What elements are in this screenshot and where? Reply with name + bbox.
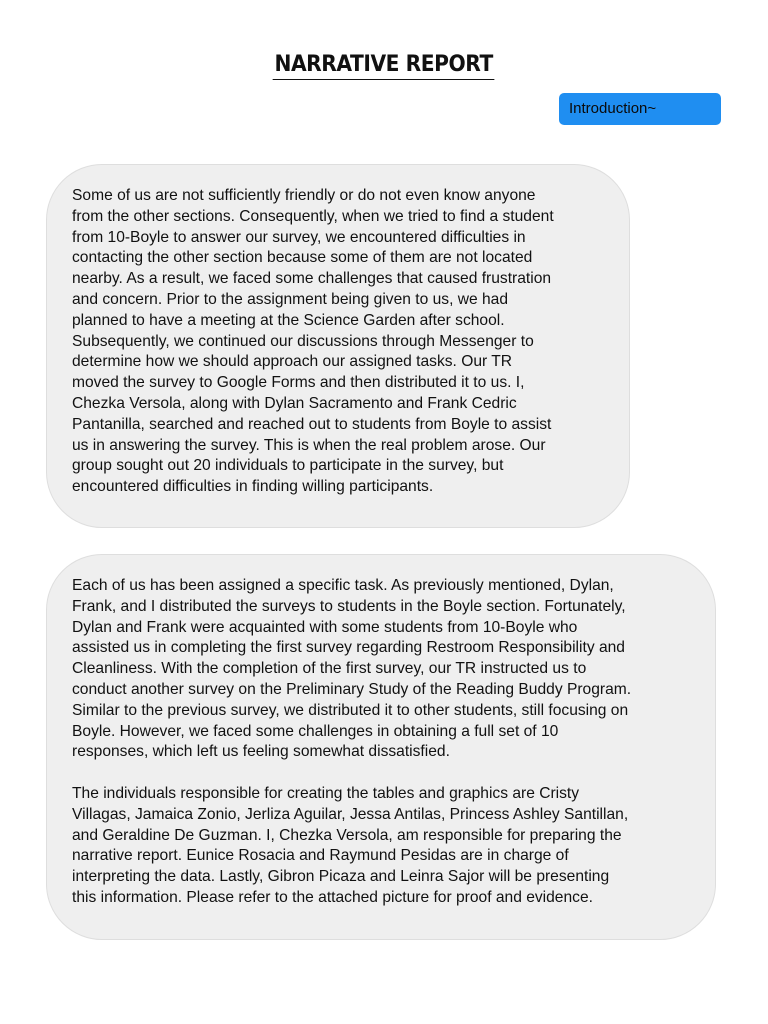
paragraph-line: interpreting the data. Lastly, Gibron Picaza and Leinra Sajor will be presenting xyxy=(72,868,610,886)
paragraph-line: Similar to the previous survey, we distributed it to other students, still focusing on xyxy=(72,701,629,719)
paragraph-line: this information. Please refer to the attached picture for proof and evidence. xyxy=(72,888,593,906)
section-tag-introduction: Introduction~ xyxy=(559,93,721,125)
paragraph-line: and concern. Prior to the assignment being given to us, we had xyxy=(72,290,509,308)
paragraph-line: contacting the other section because some of them are not located xyxy=(72,249,533,267)
page-title xyxy=(0,52,768,80)
paragraph-line: The individuals responsible for creating the tables and graphics are Cristy xyxy=(72,784,580,802)
paragraph-line: group sought out 20 individuals to participate in the survey, but xyxy=(72,457,504,475)
paragraph-line: moved the survey to Google Forms and then distributed it to us. I, xyxy=(72,374,525,392)
paragraph-line: responses, which left us feeling somewhat dissatisfied. xyxy=(72,743,450,761)
paragraph-line: from the other sections. Consequently, when we tried to find a student xyxy=(72,207,554,225)
paragraph-line: Each of us has been assigned a specific task. As previously mentioned, Dylan, xyxy=(72,577,614,594)
paragraph-line: Villagas, Jamaica Zonio, Jerliza Aguilar, Jessa Antilas, Princess Ashley Santillan, xyxy=(72,805,629,823)
paragraph-line: encountered difficulties in finding willing participants. xyxy=(72,478,434,496)
paragraph-line: Cleanliness. With the completion of the first survey, our TR instructed us to xyxy=(72,660,587,678)
paragraph-line: Chezka Versola, along with Dylan Sacramento and Frank Cedric xyxy=(72,394,517,412)
text-bubble-challenges xyxy=(46,164,630,528)
paragraph-line: Subsequently, we continued our discussions through Messenger to xyxy=(72,332,534,350)
paragraph-line: from 10-Boyle to answer our survey, we encountered difficulties in xyxy=(72,228,526,246)
paragraph-line: planned to have a meeting at the Science Garden after school. xyxy=(72,311,505,329)
paragraph-line: Frank, and I distributed the surveys to students in the Boyle section. Fortunately, xyxy=(72,597,626,615)
paragraph-line: Dylan and Frank were acquainted with some students from 10-Boyle who xyxy=(72,618,578,636)
paragraph-line: assisted us in completing the first survey regarding Restroom Responsibility and xyxy=(72,639,625,657)
paragraph-line: narrative report. Eunice Rosacia and Raymund Pesidas are in charge of xyxy=(72,847,569,865)
page-title-text: NARRATIVE REPORT xyxy=(273,52,495,80)
text-bubble-tasks xyxy=(46,554,716,940)
paragraph-line: us in answering the survey. This is when the real problem arose. Our xyxy=(72,436,546,454)
paragraph-line: Some of us are not sufficiently friendly or do not even know anyone xyxy=(72,187,536,204)
paragraph-line: Pantanilla, searched and reached out to students from Boyle to assist xyxy=(72,415,552,433)
paragraph-line: determine how we should approach our assigned tasks. Our TR xyxy=(72,353,513,371)
paragraph-line: and Geraldine De Guzman. I, Chezka Versola, am responsible for preparing the xyxy=(72,826,622,844)
paragraph-line: conduct another survey on the Preliminary Study of the Reading Buddy Program. xyxy=(72,680,632,698)
paragraph-spacer xyxy=(72,763,715,784)
paragraph-line: nearby. As a result, we faced some challenges that caused frustration xyxy=(72,270,552,288)
paragraph-line: Boyle. However, we faced some challenges in obtaining a full set of 10 xyxy=(72,722,559,740)
